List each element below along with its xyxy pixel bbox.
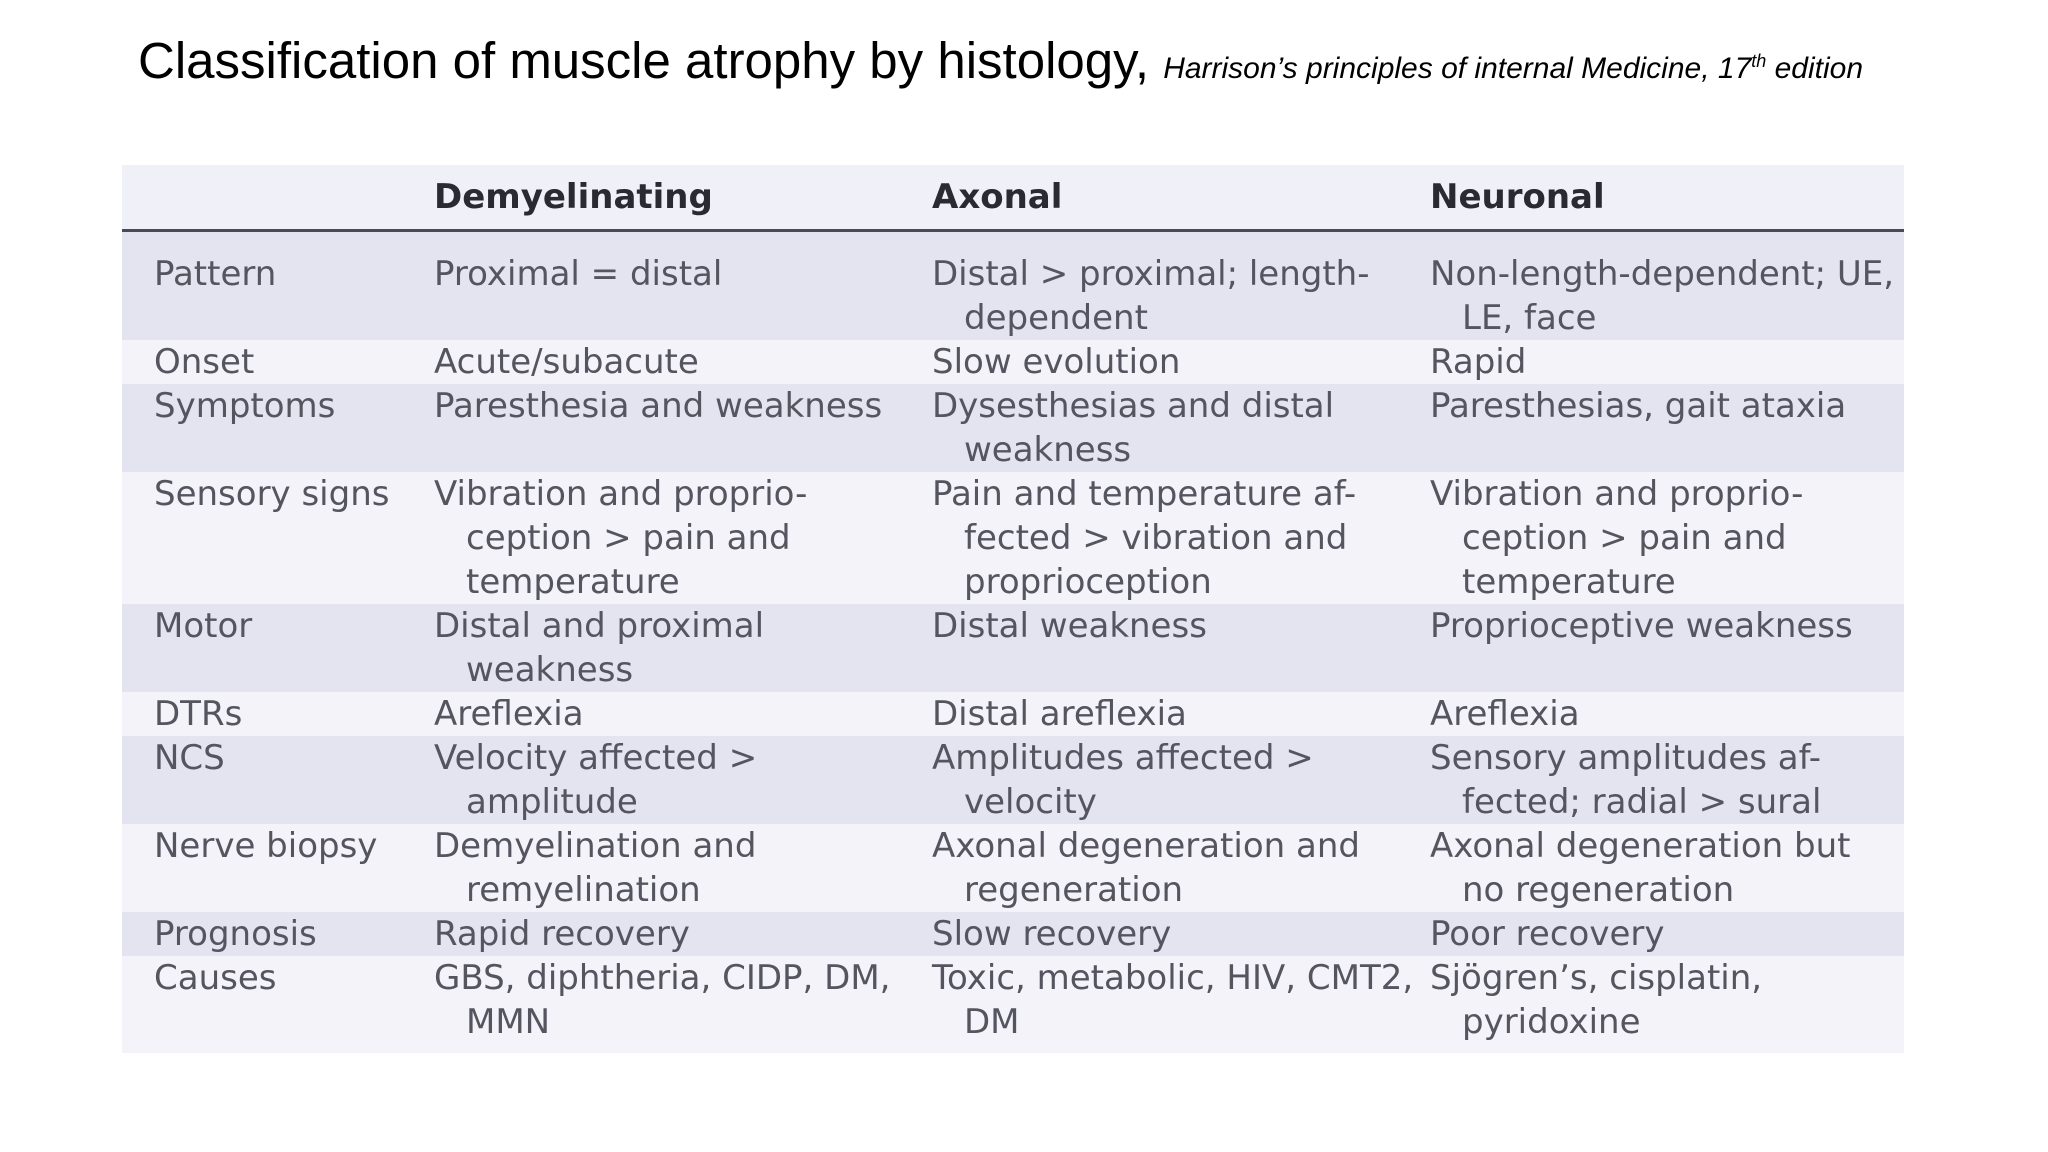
cell-axonal: Axonal degeneration and regeneration	[932, 826, 1360, 910]
table-row	[122, 231, 1904, 341]
row-label: Onset	[154, 342, 255, 382]
slide-title	[138, 30, 1918, 100]
cell-demyelinating: Acute/subacute	[434, 342, 699, 382]
row-label: Pattern	[154, 254, 277, 294]
table-row	[122, 604, 1904, 692]
cell-axonal: Amplitudes affected > velocity	[932, 738, 1314, 822]
cell-neuronal: Paresthesias, gait ataxia	[1430, 386, 1847, 426]
cell-demyelinating: Distal and proximal weakness	[434, 606, 765, 690]
row-label: Causes	[154, 958, 277, 998]
title-citation	[1163, 52, 1863, 85]
cell-axonal: Toxic, metabolic, HIV, CMT2, DM	[932, 958, 1414, 1042]
cell-demyelinating: Velocity affected > amplitude	[434, 738, 758, 822]
classification-table-container	[122, 165, 1904, 1053]
cell-demyelinating: GBS, diphtheria, CIDP, DM, MMN	[434, 958, 891, 1042]
cell-neuronal: Areflexia	[1430, 694, 1580, 734]
cell-demyelinating: Areflexia	[434, 694, 584, 734]
row-label: Nerve biopsy	[154, 826, 378, 866]
cell-neuronal: Vibration and proprio-ception > pain and temperature	[1430, 474, 1804, 602]
row-label: Sensory signs	[154, 474, 390, 514]
cell-axonal: Dysesthesias and distal weakness	[932, 386, 1335, 470]
citation-text: Harrison’s principles of internal Medicine, 17	[1163, 52, 1752, 85]
cell-axonal: Distal areflexia	[932, 694, 1187, 734]
classification-table	[122, 165, 1904, 1052]
table-row	[122, 692, 1904, 736]
header-neuronal: Neuronal	[1424, 165, 1904, 231]
cell-neuronal: Sensory amplitudes af-fected; radial > sural	[1430, 738, 1822, 822]
table-row	[122, 384, 1904, 472]
table-row	[122, 736, 1904, 824]
table-row	[122, 340, 1904, 384]
table-row	[122, 472, 1904, 604]
header-empty	[122, 165, 428, 231]
header-demyelinating: Demyelinating	[428, 165, 926, 231]
cell-axonal: Distal weakness	[932, 606, 1207, 646]
row-label: Motor	[154, 606, 253, 646]
cell-axonal: Pain and temperature af-fected > vibration and proprioception	[932, 474, 1357, 602]
table-row	[122, 956, 1904, 1052]
cell-axonal: Slow evolution	[932, 342, 1181, 382]
citation-superscript: th	[1751, 51, 1767, 71]
cell-axonal: Distal > proximal; length-dependent	[932, 254, 1370, 338]
cell-neuronal: Non-length-dependent; UE, LE, face	[1430, 254, 1895, 338]
title-main: Classification of muscle atrophy by histology,	[138, 32, 1150, 89]
header-axonal: Axonal	[926, 165, 1424, 231]
cell-neuronal: Proprioceptive weakness	[1430, 606, 1853, 646]
citation-edition: edition	[1766, 52, 1864, 85]
row-label: Prognosis	[154, 914, 317, 954]
row-label: NCS	[154, 738, 225, 778]
cell-neuronal: Sjögren’s, cisplatin, pyridoxine	[1430, 958, 1763, 1042]
cell-axonal: Slow recovery	[932, 914, 1172, 954]
row-label: Symptoms	[154, 386, 336, 426]
table-row	[122, 912, 1904, 956]
cell-demyelinating: Paresthesia and weakness	[434, 386, 883, 426]
cell-neuronal: Rapid	[1430, 342, 1527, 382]
cell-neuronal: Axonal degeneration but no regeneration	[1430, 826, 1851, 910]
cell-demyelinating: Proximal = distal	[434, 254, 723, 294]
table-row	[122, 824, 1904, 912]
cell-demyelinating: Vibration and proprio-ception > pain and temperature	[434, 474, 808, 602]
row-label: DTRs	[154, 694, 243, 734]
cell-neuronal: Poor recovery	[1430, 914, 1665, 954]
cell-demyelinating: Demyelination and remyelination	[434, 826, 757, 910]
table-header-row	[122, 165, 1904, 231]
cell-demyelinating: Rapid recovery	[434, 914, 690, 954]
